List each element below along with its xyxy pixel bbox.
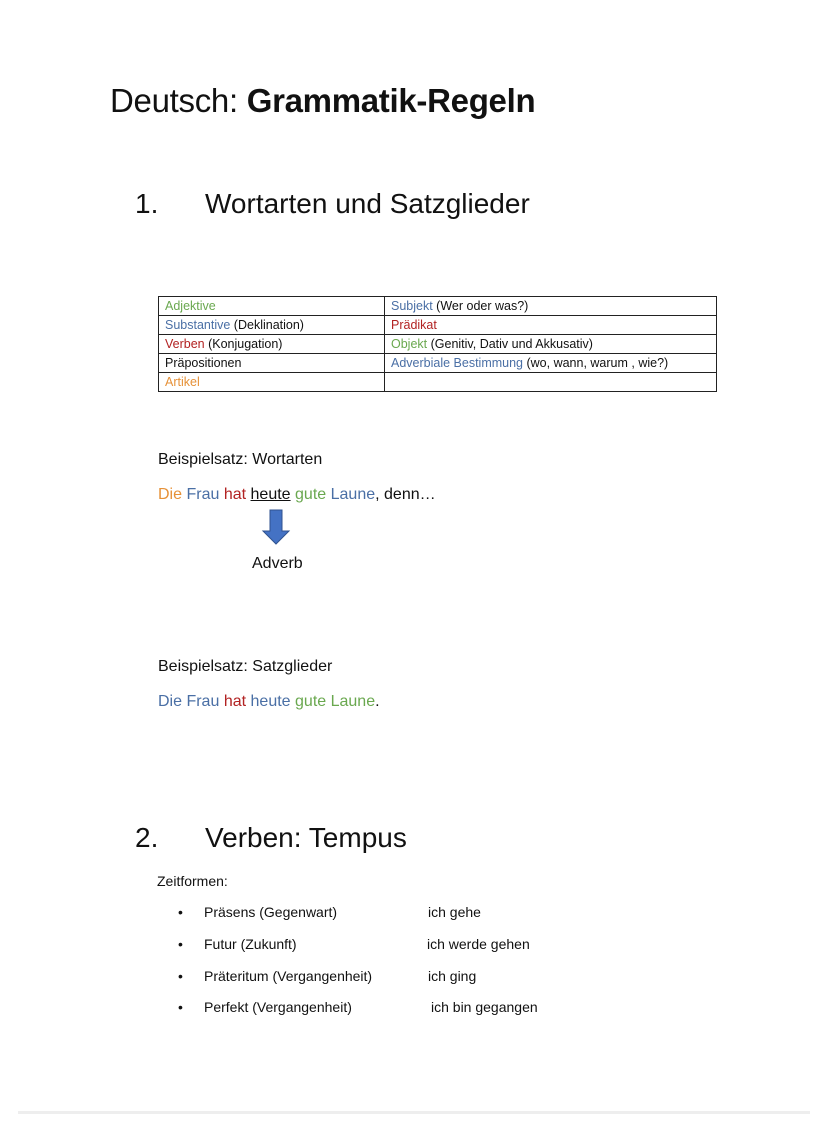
table-cell-verben (159, 335, 385, 354)
section-1-title: Wortarten und Satzglieder (205, 188, 530, 219)
tense-name: Perfekt (Vergangenheit) (204, 999, 352, 1015)
table-row (159, 316, 717, 335)
table-row (159, 335, 717, 354)
tense-example: ich ging (428, 968, 477, 984)
cell-rest: Präpositionen (165, 356, 242, 370)
cell-rest: (Wer oder was?) (432, 299, 529, 313)
tense-example: ich werde gehen (427, 936, 530, 952)
tense-example: ich gehe (428, 904, 481, 920)
table-cell-subjekt (385, 297, 717, 316)
example-1-sentence (158, 486, 436, 504)
table-cell-adverbiale (385, 354, 717, 373)
list-item (178, 999, 352, 1015)
word-gute: gute (295, 486, 327, 503)
word-laune: Laune (330, 486, 376, 503)
table-cell-empty (385, 373, 717, 392)
table-cell-objekt (385, 335, 717, 354)
list-item (178, 904, 337, 920)
section-2-title: Verben: Tempus (205, 822, 407, 853)
document-title (110, 82, 535, 120)
table-cell-praepositionen (159, 354, 385, 373)
bullet-icon: • (178, 968, 183, 984)
section-1-number: 1. (135, 188, 159, 219)
cell-rest: (Konjugation) (204, 337, 283, 351)
section-2-number: 2. (135, 822, 159, 853)
word-denn: , denn… (375, 486, 436, 503)
list-item (178, 968, 372, 984)
cell-rest: (Genitiv, Dativ und Akkusativ) (427, 337, 593, 351)
title-regular: Deutsch: (110, 82, 247, 119)
word-heute: heute (250, 693, 291, 710)
cell-rest: (Deklination) (230, 318, 304, 332)
cell-rest: (wo, wann, warum , wie?) (523, 356, 669, 370)
arrow-label-adverb: Adverb (252, 555, 303, 572)
cell-colored: Prädikat (391, 318, 437, 332)
zeitformen-label: Zeitformen: (157, 873, 228, 889)
word-die-frau: Die Frau (158, 693, 220, 710)
bullet-icon: • (178, 904, 183, 920)
title-bold: Grammatik-Regeln (246, 82, 536, 119)
cell-colored: Adjektive (165, 299, 216, 313)
table-cell-adjektive (159, 297, 385, 316)
tense-name: Futur (Zukunft) (204, 936, 297, 952)
grammar-table (158, 296, 717, 392)
cell-colored: Objekt (391, 337, 428, 351)
cell-colored: Adverbiale Bestimmung (391, 356, 524, 370)
example-1-label: Beispielsatz: Wortarten (158, 451, 323, 468)
tense-name: Präsens (Gegenwart) (204, 904, 338, 920)
table-cell-artikel (159, 373, 385, 392)
table-cell-substantive (159, 316, 385, 335)
table-row (159, 354, 717, 373)
word-heute: heute (250, 486, 291, 503)
cell-colored: Verben (165, 337, 205, 351)
cell-colored: Artikel (165, 375, 200, 389)
table-row (159, 297, 717, 316)
page-bottom-divider (18, 1111, 810, 1114)
cell-colored: Subjekt (391, 299, 433, 313)
word-die: Die (158, 486, 183, 503)
tense-name: Präteritum (Vergangenheit) (204, 968, 373, 984)
example-2-label: Beispielsatz: Satzglieder (158, 658, 333, 675)
section-2-heading (135, 822, 407, 854)
word-hat: hat (223, 486, 247, 503)
word-hat: hat (223, 693, 247, 710)
word-frau: Frau (186, 486, 220, 503)
down-arrow-icon (261, 509, 291, 545)
table-row (159, 373, 717, 392)
example-2-sentence (158, 693, 380, 711)
tense-example: ich bin gegangen (431, 999, 538, 1015)
bullet-icon: • (178, 999, 183, 1015)
table-cell-praedikat (385, 316, 717, 335)
bullet-icon: • (178, 936, 183, 952)
word-period: . (375, 693, 380, 710)
cell-colored: Substantive (165, 318, 231, 332)
word-gute-laune: gute Laune (295, 693, 376, 710)
list-item (178, 936, 297, 952)
section-1-heading (135, 188, 530, 220)
